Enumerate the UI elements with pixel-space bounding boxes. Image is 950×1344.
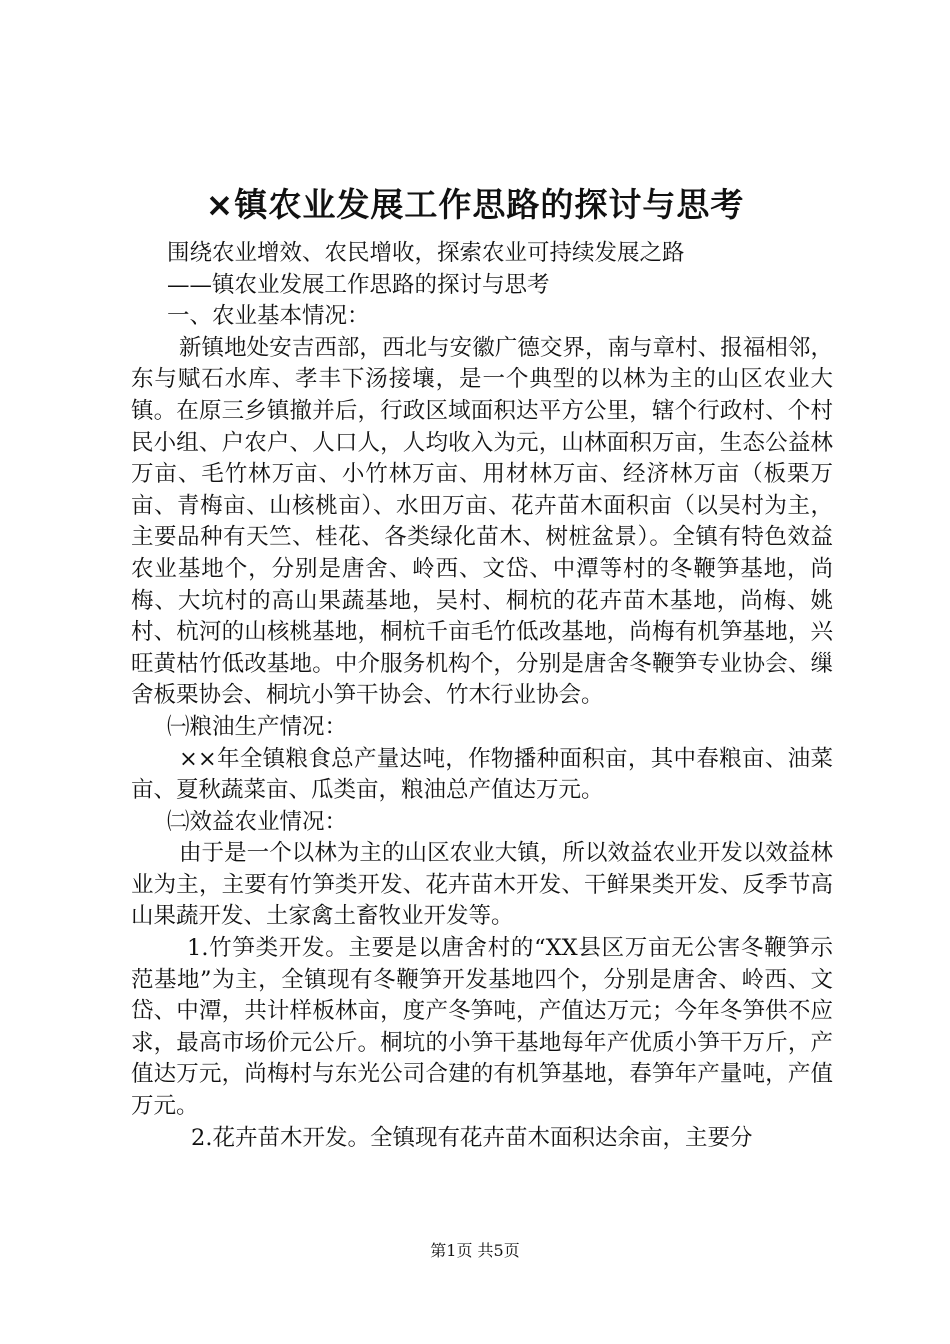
subtitle-line-2: ——镇农业发展工作思路的探讨与思考 <box>167 271 550 298</box>
paragraph-basic-situation: 新镇地处安吉西部，西北与安徽广德交界，南与章村、报福相邻，东与赋石水库、孝丰下汤接壤，是一个典型的以林为主的山区农业大镇。在原三乡镇撤并后，行政区域面积达平方公里，辖个行政村、个村民小组、户农户、人口人，人均收入为元，山林面积万亩，生态公益林万亩、毛竹林万亩、小竹林万亩、用材林万亩、经济林万亩（板栗万亩、青梅亩、山核桃亩）、水田万亩、花卉苗木面积亩（以吴村为主，主要品种有天竺、桂花、各类绿化苗木、树桩盆景）。全镇有特色效益农业基地个，分别是唐舍、岭西、文岱、中潭等村的冬鞭笋基地，尚梅、大坑村的高山果蔬基地，吴村、桐杭的花卉苗木基地，尚梅、姚村、杭河的山核桃基地，桐杭千亩毛竹低改基地，尚梅有机笋基地，兴旺黄枯竹低改基地。中介服务机构个，分别是唐舍冬鞭笋专业协会、缫舍板栗协会、桐坑小笋干协会、竹木行业协会。 <box>131 334 833 709</box>
document-body <box>131 238 833 1154</box>
paragraph-grain-production: ××年全镇粮食总产量达吨，作物播种面积亩，其中春粮亩、油菜亩、夏秋蔬菜亩、瓜类亩，粮油总产值达万元。 <box>131 745 833 804</box>
paragraph-bamboo-development: 1.竹笋类开发。主要是以唐舍村的“XX县区万亩无公害冬鞭笋示范基地”为主，全镇现有冬鞭笋开发基地四个，分别是唐舍、岭西、文岱、中潭，共计样板林亩，度产冬笋吨，产值达万元；今年冬笋供不应求，最高市场价元公斤。桐坑的小笋干基地每年产优质小笋干万斤，产值达万元，尚梅村与东光公司合建的有机笋基地，春笋年产量吨，产值万元。 <box>131 935 833 1120</box>
subtitle-line-1: 围绕农业增效、农民增收，探索农业可持续发展之路 <box>167 240 685 266</box>
subsection-heading-benefit: ㈡效益农业情况： <box>167 808 348 835</box>
section-heading-basic: 一、农业基本情况： <box>167 303 370 330</box>
page-indicator: 第1页 共5页 <box>430 1241 520 1260</box>
document-title: ×镇农业发展工作思路的探讨与思考 <box>205 185 745 224</box>
paragraph-flower-development: 2.花卉苗木开发。全镇现有花卉苗木面积达余亩，主要分 <box>191 1124 753 1151</box>
paragraph-benefit-agriculture: 由于是一个以林为主的山区农业大镇，所以效益农业开发以效益林业为主，主要有竹笋类开发、花卉苗木开发、干鲜果类开发、反季节高山果蔬开发、土家禽土畜牧业开发等。 <box>131 840 833 930</box>
subsection-heading-grain: ㈠粮油生产情况： <box>167 713 348 740</box>
